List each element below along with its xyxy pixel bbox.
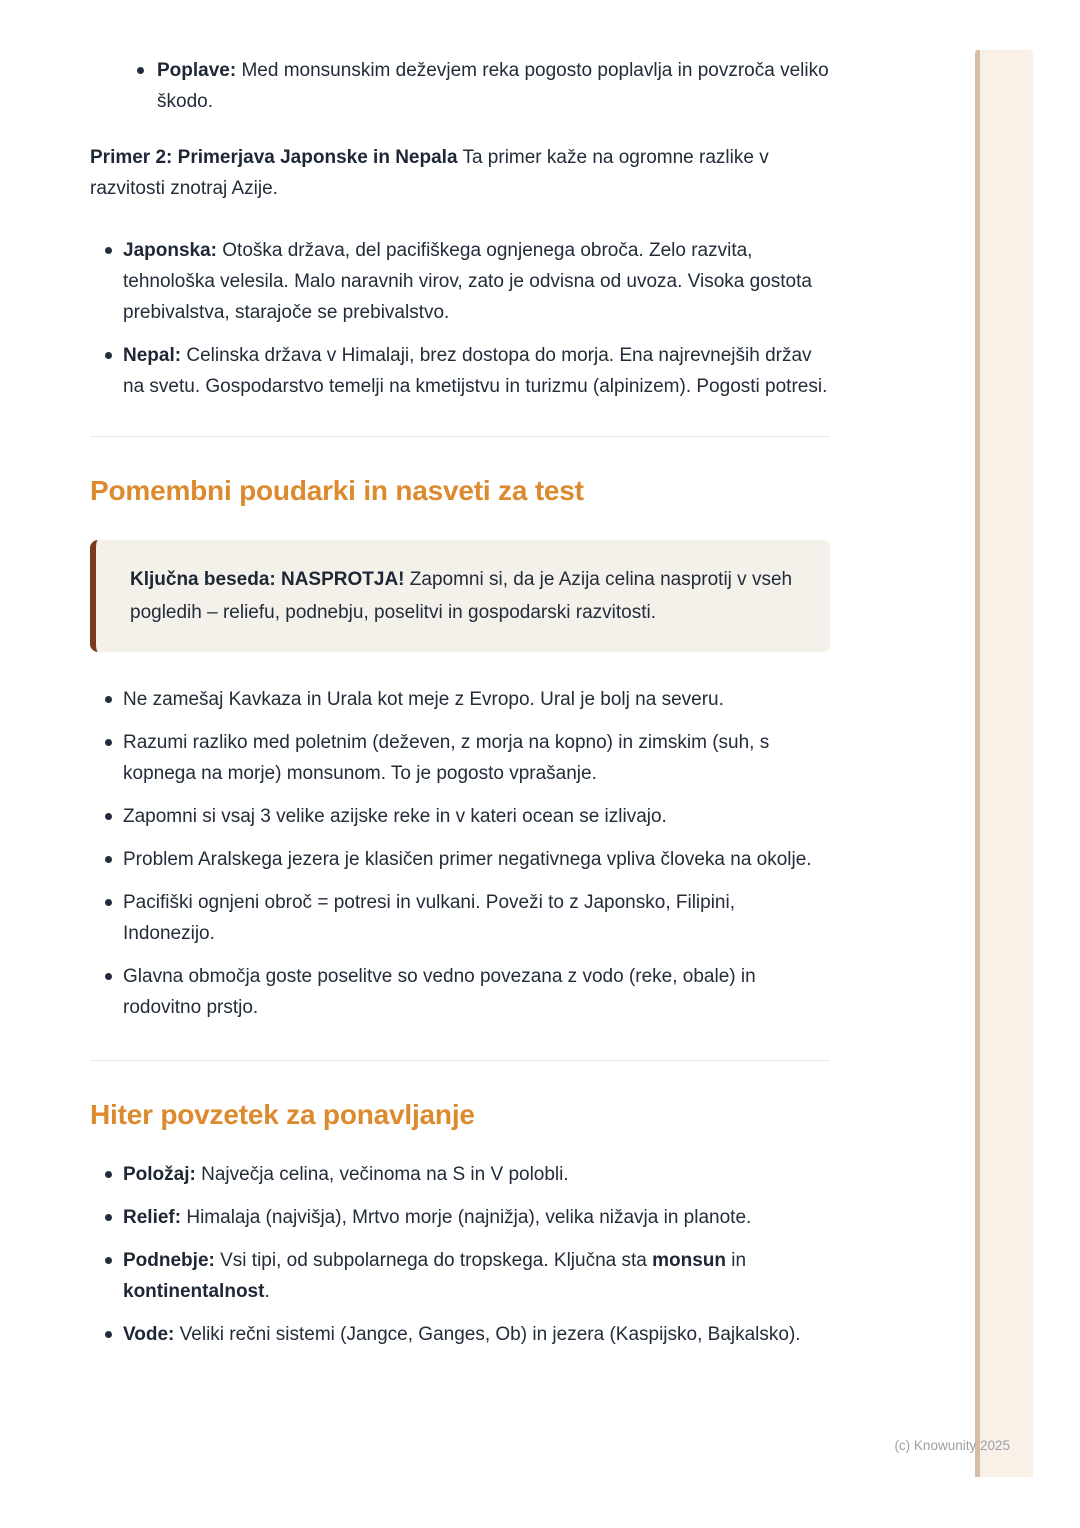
flood-bullet-list [90,55,830,117]
document-content [90,0,830,1350]
section-title-summary: Hiter povzetek za ponavljanje [90,1099,475,1130]
list-item [90,684,830,715]
bullet-dot-icon [105,813,112,820]
bullet-dot-icon [105,973,112,980]
list-item-text: in [731,1250,747,1271]
list-item-text: . [264,1281,270,1302]
list-item [90,1159,830,1190]
list-item-lead: Vode: [123,1324,175,1345]
callout-lead: Ključna beseda: NASPROTJA! [130,569,405,590]
list-item [90,887,830,949]
list-item-bold-term: monsun [652,1250,727,1271]
list-item-text: Ne zamešaj Kavkaza in Urala kot meje z Evropo. Ural je bolj na severu. [123,689,724,710]
primer2-lead: Primer 2: Primerjava Japonske in Nepala [90,147,458,168]
list-item [90,340,830,402]
copyright-watermark: (c) Knowunity 2025 [894,1438,1010,1453]
summary-list [90,1159,830,1350]
list-item-text: Pacifiški ognjeni obroč = potresi in vulkani. Poveži to z Japonsko, Filipini, Indonezijo. [123,892,735,944]
list-item-text: Problem Aralskega jezera je klasičen primer negativnega vpliva človeka na okolje. [123,849,812,870]
section-title-tips: Pomembni poudarki in nasveti za test [90,475,584,506]
bullet-dot-icon [105,1331,112,1338]
list-item-lead: Relief: [123,1207,182,1228]
country-comparison-list [90,235,830,402]
bullet-dot-icon [105,352,112,359]
bullet-dot-icon [105,899,112,906]
list-item [90,1202,830,1233]
list-item [90,961,830,1023]
section-divider [90,436,830,437]
list-item-text: Zapomni si vsaj 3 velike azijske reke in v kateri ocean se izlivajo. [123,806,667,827]
list-item-lead: Nepal: [123,345,182,366]
bullet-dot-icon [105,739,112,746]
list-item-bold-term: kontinentalnost [123,1281,265,1302]
bullet-dot-icon [105,856,112,863]
list-item-text: Celinska država v Himalaji, brez dostopa do morja. Ena najrevnejših držav na svetu. Gospodarstvo temelji na kmetijstvu in turizmu (alpinizem). Pogosti potresi. [123,345,828,397]
list-item [90,1245,830,1307]
list-item-text: Vsi tipi, od subpolarnega do tropskega. Ključna sta [220,1250,647,1271]
list-item [90,1319,830,1350]
list-item-text: Otoška država, del pacifiškega ognjenega obroča. Zelo razvita, tehnološka velesila. Malo naravnih virov, zato je odvisna od uvoza. Visoka gostota prebivalstva, starajoče se prebivalstvo. [123,240,812,323]
page-edge-stripe [975,50,1033,1477]
list-item-text: Veliki rečni sistemi (Jangce, Ganges, Ob) in jezera (Kaspijsko, Bajkalsko). [179,1324,801,1345]
callout-text: Zapomni si, da je Azija celina nasprotij v vseh pogledih – reliefu, podnebju, poselitvi in gospodarski razvitosti. [130,569,793,623]
list-item-lead: Japonska: [123,240,217,261]
list-item-lead: Poplave: [157,60,237,81]
list-item-text: Himalaja (najvišja), Mrtvo morje (najnižja), velika nižavja in planote. [186,1207,752,1228]
list-item-lead: Podnebje: [123,1250,215,1271]
list-item-text: Med monsunskim deževjem reka pogosto poplavlja in povzroča veliko škodo. [157,60,829,112]
list-item-text: Največja celina, večinoma na S in V polobli. [201,1164,569,1185]
list-item [90,727,830,789]
list-item [90,55,830,117]
tips-list [90,684,830,1023]
bullet-dot-icon [105,1214,112,1221]
list-item-text: Glavna območja goste poselitve so vedno povezana z vodo (reke, obale) in rodovitno prstjo. [123,966,756,1018]
bullet-dot-icon [137,67,144,74]
list-item [90,801,830,832]
primer2-paragraph [90,142,830,204]
bullet-dot-icon [105,1171,112,1178]
list-item-text: Razumi razliko med poletnim (deževen, z morja na kopno) in zimskim (suh, s kopnega na morje) monsunom. To je pogosto vprašanje. [123,732,770,784]
bullet-dot-icon [105,696,112,703]
primer2-text: Ta primer kaže na ogromne razlike v razvitosti znotraj Azije. [90,147,769,199]
list-item [90,844,830,875]
list-item [90,235,830,328]
section-divider [90,1060,830,1061]
bullet-dot-icon [105,1257,112,1264]
key-term-callout [90,540,830,652]
bullet-dot-icon [105,247,112,254]
list-item-lead: Položaj: [123,1164,196,1185]
